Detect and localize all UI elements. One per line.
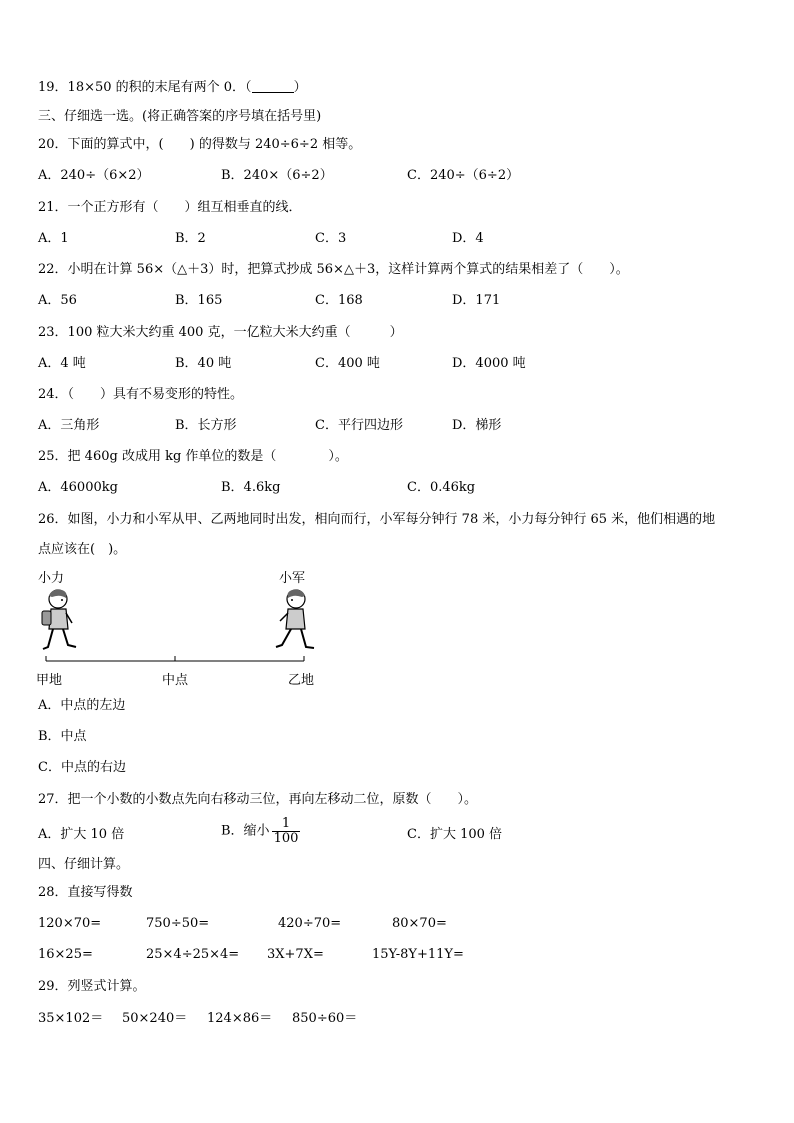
question-20-options [38,167,758,185]
xiaoli-label: 小力 [38,571,65,586]
option-a[interactable]: A．46000kg [38,480,118,495]
question-20: 20．下面的算式中，( ) 的得数与 240÷6÷2 相等。 [38,137,362,152]
question-26-line-2: 点应该在( )。 [38,542,127,557]
section-4-heading: 四、仔细计算。 [38,857,130,872]
question-19-text: 19．18×50 的积的末尾有两个 0．（ [38,80,252,95]
section-3-heading: 三、仔细选一选。(将正确答案的序号填在括号里) [38,109,322,124]
option-a[interactable]: A．中点的左边 [38,698,126,713]
question-26-line-1: 26．如图，小力和小军从甲、乙两地同时出发，相向而行，小军每分钟行 78 米，小力每分钟行 65 米，他们相遇的地 [38,512,716,527]
option-b[interactable]: B．长方形 [175,418,237,433]
option-b[interactable]: B．4.6kg [221,480,281,495]
option-c[interactable]: C．平行四边形 [315,418,403,433]
question-28: 28．直接写得数 [38,885,133,900]
question-25: 25．把 460g 改成用 kg 作单位的数是（ ）。 [38,449,348,464]
option-d[interactable]: D．4 [452,231,484,246]
option-a[interactable]: A．240÷（6×2） [38,168,150,183]
option-b[interactable]: B．2 [175,231,206,246]
option-c[interactable]: C．扩大 100 倍 [407,827,503,842]
option-a[interactable]: A．三角形 [38,418,100,433]
option-d[interactable]: D．梯形 [452,418,502,433]
calc-item: 120×70= [38,916,102,931]
meeting-diagram [36,565,336,690]
option-b[interactable]: B．165 [175,293,223,308]
midpoint-label: 中点 [162,673,189,688]
option-c[interactable]: C．0.46kg [407,480,476,495]
question-22-options [38,292,758,310]
answer-blank[interactable] [252,79,294,93]
option-b[interactable]: B．缩小 $\frac{1}{100}$ [221,816,299,846]
question-23: 23．100 粒大米大约重 400 克，一亿粒大米大约重（ ） [38,325,403,340]
xiaojun-label: 小军 [279,571,306,586]
question-21-options [38,230,758,248]
option-d[interactable]: D．4000 吨 [452,356,526,371]
calc-item: 50×240＝ [122,1011,188,1026]
option-a[interactable]: A．1 [38,231,69,246]
option-b[interactable]: B．中点 [38,729,87,744]
option-a[interactable]: A．56 [38,293,77,308]
question-21: 21．一个正方形有（ ）组互相垂直的线． [38,200,302,215]
jia-place-label: 甲地 [36,673,63,688]
xiaojun-figure-icon [276,590,314,648]
calc-item: 35×102＝ [38,1011,104,1026]
option-d[interactable]: D．171 [452,293,501,308]
option-c[interactable]: C．3 [315,231,347,246]
calc-item: 750÷50= [146,916,210,931]
question-29: 29．列竖式计算。 [38,979,146,994]
xiaoli-figure-icon [42,590,76,649]
calc-item: 25×4÷25×4= [146,947,240,962]
option-c[interactable]: C．400 吨 [315,356,380,371]
question-23-options [38,355,758,373]
question-22: 22．小明在计算 56×（△＋3）时，把算式抄成 56×△＋3，这样计算两个算式的结果相差了（ ）。 [38,262,629,277]
option-b[interactable]: B．240×（6÷2） [221,168,333,183]
option-c[interactable]: C．168 [315,293,363,308]
question-27-options [38,816,758,846]
question-25-options [38,479,758,497]
calc-item: 15Y-8Y+11Y= [372,947,464,962]
option-c[interactable]: C．中点的右边 [38,760,126,775]
option-a[interactable]: A．4 吨 [38,356,86,371]
question-24-options [38,417,758,435]
question-24: 24．（ ）具有不易变形的特性。 [38,387,244,402]
option-c[interactable]: C．240÷（6÷2） [407,168,520,183]
calc-item: 80×70= [392,916,447,931]
question-19: 19．18×50 的积的末尾有两个 0．（ ） [38,80,307,95]
calc-item: 3X+7X= [267,947,324,962]
question-27: 27．把一个小数的小数点先向右移动三位，再向左移动二位，原数（ ）。 [38,792,478,807]
fraction: $\frac{1}{100}$ [273,816,299,846]
calc-item: 16×25= [38,947,93,962]
calc-item: 420÷70= [278,916,342,931]
yi-place-label: 乙地 [288,673,315,688]
calc-item: 124×86＝ [207,1011,273,1026]
calc-item: 850÷60＝ [292,1011,358,1026]
option-b[interactable]: B．40 吨 [175,356,232,371]
option-a[interactable]: A．扩大 10 倍 [38,827,125,842]
